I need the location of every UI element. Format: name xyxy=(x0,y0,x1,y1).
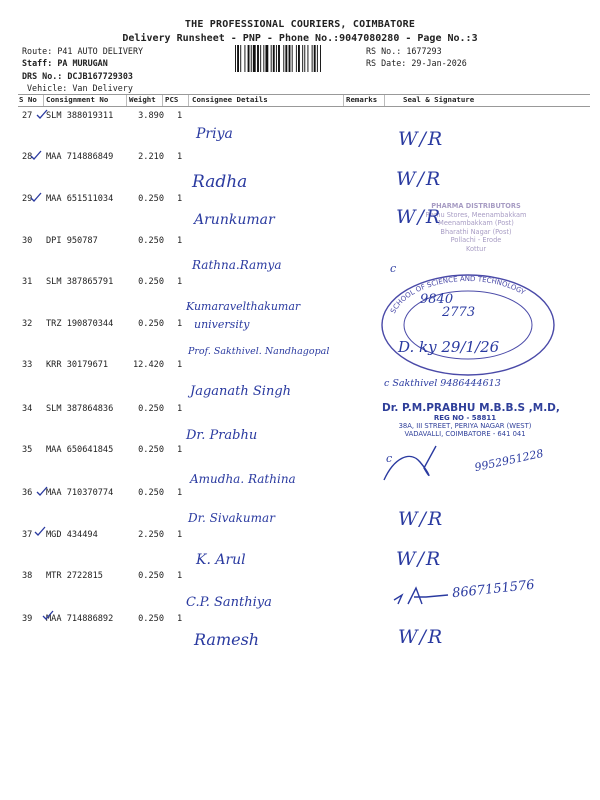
doctor-reg: REG NO - 58811 xyxy=(433,414,497,422)
row-consignment: MAA 714886892 xyxy=(46,614,114,624)
signature: c xyxy=(386,452,393,465)
table-row xyxy=(0,488,600,528)
check-mark-icon xyxy=(36,109,48,119)
staff-value: PA MURUGAN xyxy=(57,58,108,68)
row-pcs: 1 xyxy=(177,277,183,287)
row-sno: 34 xyxy=(22,404,33,414)
row-weight: 2.210 xyxy=(138,152,164,162)
round-seal-stamp xyxy=(378,270,558,380)
handwritten-name: C.P. Santhiya xyxy=(186,595,272,610)
signature: c Sakthivel 9486444613 xyxy=(384,378,501,389)
row-consignment: TRZ 190870344 xyxy=(46,319,114,329)
stamp-line: Pollachi - Erode xyxy=(450,236,502,245)
staff-line xyxy=(22,58,108,68)
handwritten-name: Arunkumar xyxy=(194,212,275,228)
row-pcs: 1 xyxy=(177,152,183,162)
check-mark-icon xyxy=(30,150,42,160)
stamp-line: Meenambakkam (Post) xyxy=(438,219,514,228)
barcode-bar xyxy=(257,45,259,72)
row-sno: 31 xyxy=(22,277,33,287)
col-consignment: Consignment No xyxy=(46,95,109,104)
barcode-bar xyxy=(304,45,305,72)
row-consignment: MAA 650641845 xyxy=(46,445,114,455)
row-consignment: SLM 388019311 xyxy=(46,111,114,121)
row-weight: 12.420 xyxy=(132,360,164,370)
signature: W/R xyxy=(396,548,443,570)
barcode-bar xyxy=(235,45,236,72)
row-pcs: 1 xyxy=(177,319,183,329)
row-sno: 39 xyxy=(22,614,33,624)
row-pcs: 1 xyxy=(177,571,183,581)
check-mark-icon xyxy=(34,526,46,536)
seal-text: SCHOOL OF SCIENCE AND TECHNOLOGY xyxy=(389,274,527,315)
barcode-bar xyxy=(314,45,316,72)
signature: D. ky 29/1/26 xyxy=(398,338,500,356)
barcode-bar xyxy=(271,45,272,72)
header-bottom-rule xyxy=(18,106,590,107)
route-line xyxy=(22,46,143,56)
row-pcs: 1 xyxy=(177,194,183,204)
handwritten-name: Radha xyxy=(192,172,248,192)
signature: W/R xyxy=(396,168,443,190)
barcode-bar xyxy=(283,45,284,72)
check-mark-icon xyxy=(36,486,48,496)
row-pcs: 1 xyxy=(177,530,183,540)
doctor-address: 38A, III STREET, PERIYA NAGAR (WEST) xyxy=(398,422,532,430)
signature: 2773 xyxy=(442,305,476,320)
row-consignment: DPI 950787 xyxy=(46,236,98,246)
row-consignment: MAA 714886849 xyxy=(46,152,114,162)
table-row xyxy=(0,111,600,151)
row-weight: 3.890 xyxy=(138,111,164,121)
row-weight: 0.250 xyxy=(138,445,164,455)
vehicle-value: Van Delivery xyxy=(72,83,133,93)
handwritten-name: Jaganath Singh xyxy=(190,384,292,399)
row-consignment: KRR 30179671 xyxy=(46,360,109,370)
drs-value: DCJB167729303 xyxy=(67,71,133,81)
company-title: THE PROFESSIONAL COURIERS, COIMBATORE xyxy=(184,19,416,30)
row-pcs: 1 xyxy=(177,445,183,455)
barcode-bar xyxy=(307,45,308,72)
barcode-bar xyxy=(276,45,277,72)
drs-label: DRS No.: xyxy=(22,71,63,81)
row-weight: 2.250 xyxy=(138,530,164,540)
barcode-bar xyxy=(263,45,264,72)
signature: W/R xyxy=(396,206,443,228)
barcode xyxy=(235,45,361,72)
barcode-bar xyxy=(278,45,280,72)
row-weight: 0.250 xyxy=(138,404,164,414)
route-value: P41 AUTO DELIVERY xyxy=(57,46,144,56)
signature: 9840 xyxy=(420,292,454,307)
rs-date-line xyxy=(366,58,467,68)
barcode-bar xyxy=(240,45,241,72)
row-sno: 38 xyxy=(22,571,33,581)
handwritten-scribble xyxy=(380,438,450,488)
signature: W/R xyxy=(398,626,445,648)
handwritten-scribble xyxy=(392,586,452,608)
row-weight: 0.250 xyxy=(138,614,164,624)
handwritten-name: Dr. Sivakumar xyxy=(188,511,275,525)
col-seal: Seal & Signature xyxy=(403,95,475,104)
rs-date-label: RS Date: xyxy=(366,58,407,68)
signature: W/R xyxy=(398,128,445,150)
row-consignment: SLM 387865791 xyxy=(46,277,114,287)
signature: 9952951228 xyxy=(473,446,545,475)
row-consignment: SLM 387864836 xyxy=(46,404,114,414)
signature: c xyxy=(390,262,397,275)
barcode-bar xyxy=(251,45,252,72)
barcode-bar xyxy=(260,45,261,72)
handwritten-name: Priya xyxy=(196,126,233,142)
doctor-name: Dr. P.M.PRABHU M.B.B.S ,M.D, xyxy=(382,402,560,414)
staff-label: Staff: xyxy=(22,58,53,68)
col-remarks: Remarks xyxy=(346,95,378,104)
barcode-bar xyxy=(298,45,300,72)
row-sno: 37 xyxy=(22,530,33,540)
barcode-bar xyxy=(292,45,293,72)
stamp-line: Kottur xyxy=(465,244,487,253)
row-sno: 35 xyxy=(22,445,33,455)
table-row xyxy=(0,530,600,570)
check-mark-icon xyxy=(30,192,42,202)
col-consignee: Consignee Details xyxy=(192,95,268,104)
signature: W/R xyxy=(398,508,445,530)
row-weight: 0.250 xyxy=(138,571,164,581)
row-consignment: MAA 710370774 xyxy=(46,488,114,498)
row-weight: 0.250 xyxy=(138,488,164,498)
vehicle-label: Vehicle: xyxy=(27,83,68,93)
doctor-address: VADAVALLI, COIMBATORE - 641 041 xyxy=(404,430,526,438)
route-label: Route: xyxy=(22,46,53,56)
barcode-bar xyxy=(244,45,245,72)
handwritten-name: university xyxy=(194,318,250,331)
barcode-bar xyxy=(248,45,250,72)
table-row xyxy=(0,152,600,192)
row-pcs: 1 xyxy=(177,111,183,121)
handwritten-name: Ramesh xyxy=(194,630,260,649)
barcode-bar xyxy=(285,45,287,72)
signature: 8667151576 xyxy=(451,577,536,602)
barcode-bar xyxy=(273,45,275,72)
row-sno: 27 xyxy=(22,111,33,121)
barcode-bar xyxy=(320,45,321,72)
barcode-bar xyxy=(312,45,313,72)
row-pcs: 1 xyxy=(177,360,183,370)
drs-line xyxy=(22,71,133,81)
row-weight: 0.250 xyxy=(138,236,164,246)
barcode-bar xyxy=(265,45,268,72)
row-weight: 0.250 xyxy=(138,194,164,204)
row-pcs: 1 xyxy=(177,236,183,246)
row-sno: 33 xyxy=(22,360,33,370)
col-pcs: PCS xyxy=(165,95,179,104)
barcode-bar xyxy=(289,45,291,72)
vehicle-line xyxy=(27,83,133,93)
barcode-bar xyxy=(296,45,297,72)
rs-no-line xyxy=(366,46,442,56)
rs-date-value: 29-Jan-2026 xyxy=(411,58,467,68)
col-sno: S No xyxy=(19,95,37,104)
rs-no-label: RS No.: xyxy=(366,46,402,56)
check-mark-icon xyxy=(42,610,54,620)
doctor-stamp xyxy=(382,402,560,438)
handwritten-name: Kumaravelthakumar xyxy=(186,300,301,313)
rs-no-value: 1677293 xyxy=(406,46,442,56)
stamp-line: PHARMA DISTRIBUTORS xyxy=(431,202,521,210)
row-sno: 32 xyxy=(22,319,33,329)
handwritten-name: Prof. Sakthivel. Nandhagopal xyxy=(188,346,330,357)
row-pcs: 1 xyxy=(177,614,183,624)
row-sno: 36 xyxy=(22,488,33,498)
stamp-line: Bharathi Nagar (Post) xyxy=(440,227,512,236)
barcode-bar xyxy=(317,45,318,72)
handwritten-name: Amudha. Rathina xyxy=(190,472,296,486)
row-sno: 30 xyxy=(22,236,33,246)
runsheet-subtitle: Delivery Runsheet - PNP - Phone No.:9047080280 - Page No.:3 xyxy=(122,33,478,44)
handwritten-name: Dr. Prabhu xyxy=(186,428,258,443)
handwritten-name: K. Arul xyxy=(196,552,246,568)
row-weight: 0.250 xyxy=(138,319,164,329)
row-weight: 0.250 xyxy=(138,277,164,287)
barcode-bar xyxy=(253,45,256,72)
row-consignment: MTR 2722815 xyxy=(46,571,103,581)
stamp-line: Ramu Stores, Meenambakkam xyxy=(425,210,527,219)
barcode-bar xyxy=(302,45,303,72)
row-consignment: MAA 651511034 xyxy=(46,194,114,204)
handwritten-name: Rathna.Ramya xyxy=(192,258,282,272)
table-row xyxy=(0,614,600,654)
barcode-bar xyxy=(237,45,239,72)
table-header xyxy=(0,95,600,106)
row-consignment: MGD 434494 xyxy=(46,530,98,540)
row-pcs: 1 xyxy=(177,404,183,414)
row-sno: 28 xyxy=(22,152,33,162)
row-sno: 29 xyxy=(22,194,33,204)
col-weight: Weight xyxy=(129,95,156,104)
row-pcs: 1 xyxy=(177,488,183,498)
